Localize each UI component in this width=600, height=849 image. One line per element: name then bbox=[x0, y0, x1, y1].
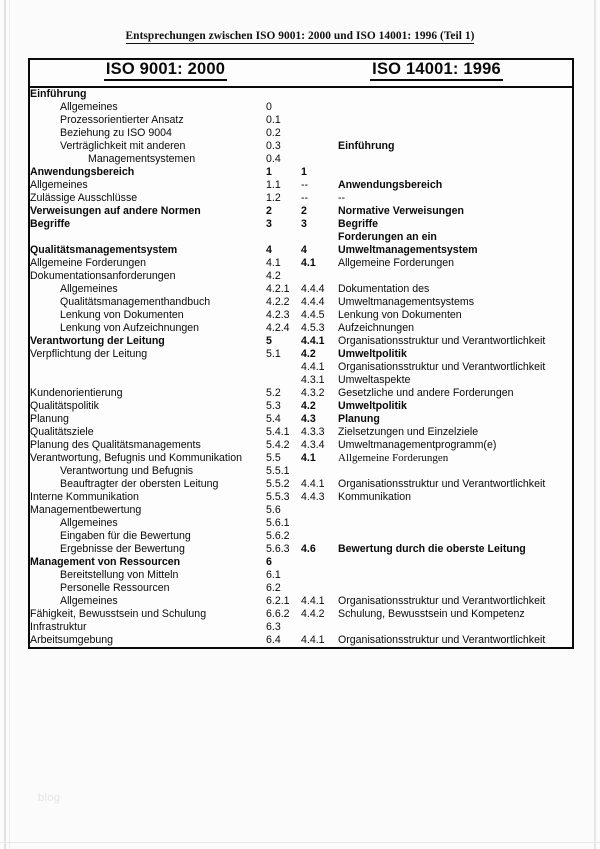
cell-iso9001-label: Planung bbox=[30, 413, 69, 425]
cell-iso14001-label: Planung bbox=[338, 413, 380, 425]
table-row bbox=[29, 296, 573, 309]
cell-iso9001-clause: 5.6.2 bbox=[266, 530, 290, 542]
cell-iso9001-clause: 1 bbox=[266, 166, 272, 178]
cell-iso14001-label: Lenkung von Dokumenten bbox=[338, 309, 462, 321]
cell-iso9001-clause: 6.4 bbox=[266, 634, 281, 646]
cell-iso14001-label bbox=[338, 101, 573, 114]
table-row bbox=[29, 387, 573, 400]
cell-iso9001-label: Personelle Ressourcen bbox=[60, 582, 170, 594]
cell-iso9001-label: Bereitstellung von Mitteln bbox=[60, 569, 179, 581]
cell-iso14001-label bbox=[338, 556, 573, 569]
cell-iso9001-label: Allgemeines bbox=[30, 179, 88, 191]
cell-iso9001-label: Allgemeines bbox=[60, 101, 118, 113]
page-title-text: Entsprechungen zwischen ISO 9001: 2000 und ISO 14001: 1996 (Teil 1) bbox=[125, 30, 475, 42]
table-row bbox=[29, 582, 573, 595]
cell-iso9001-clause: 5.2 bbox=[266, 387, 281, 399]
table-row bbox=[29, 426, 573, 439]
table-row bbox=[29, 374, 573, 387]
cell-iso9001-label: Verantwortung, Befugnis und Kommunikation bbox=[30, 452, 243, 464]
cell-iso9001-label: Interne Kommunikation bbox=[30, 491, 139, 503]
table-row bbox=[29, 439, 573, 452]
table-row bbox=[29, 309, 573, 322]
cell-iso9001-label: Verweisungen auf andere Normen bbox=[30, 205, 201, 217]
cell-iso9001-clause: 6.2.1 bbox=[266, 595, 290, 607]
table-row bbox=[29, 270, 573, 283]
cell-iso14001-clause: 4.4.4 bbox=[301, 283, 325, 295]
scan-edge-left bbox=[4, 0, 6, 849]
cell-iso9001-label: Dokumentationsanforderungen bbox=[30, 270, 176, 282]
cell-iso14001-label bbox=[338, 87, 573, 101]
cell-iso14001-label: Anwendungsbereich bbox=[338, 179, 443, 191]
table-row bbox=[29, 244, 573, 257]
cell-iso9001-clause: 0 bbox=[266, 101, 272, 113]
cell-iso9001-clause: 5.3 bbox=[266, 400, 281, 412]
cell-iso14001-clause bbox=[301, 114, 338, 127]
cell-iso14001-label bbox=[338, 153, 573, 166]
cell-iso9001-label: Allgemeines bbox=[60, 283, 118, 295]
cell-iso9001-clause: 5.4.1 bbox=[266, 426, 290, 438]
cell-iso14001-clause bbox=[301, 465, 338, 478]
cell-iso14001-label: Organisationsstruktur und Verantwortlichkeit bbox=[338, 335, 546, 347]
table-row bbox=[29, 595, 573, 608]
cell-iso14001-clause: 4.1 bbox=[301, 257, 316, 269]
cell-iso9001-label: Zulässige Ausschlüsse bbox=[30, 192, 138, 204]
cell-iso14001-clause: 4.4.1 bbox=[301, 634, 325, 646]
cell-iso14001-label bbox=[338, 504, 573, 517]
cell-iso9001-clause: 4.2.4 bbox=[266, 322, 290, 334]
table-header-row bbox=[29, 59, 573, 87]
cell-iso14001-label bbox=[338, 517, 573, 530]
cell-iso9001-clause: 4.2.3 bbox=[266, 309, 290, 321]
cell-iso9001-label: Verantwortung der Leitung bbox=[30, 335, 165, 347]
cell-iso9001-clause: 4.2 bbox=[266, 270, 281, 282]
cell-iso9001-label: Lenkung von Dokumenten bbox=[60, 309, 184, 321]
cell-iso14001-clause: 4.2 bbox=[301, 348, 316, 360]
cell-iso9001-clause bbox=[266, 361, 301, 374]
cell-iso9001-label: Allgemeine Forderungen bbox=[30, 257, 147, 269]
scan-edge-right bbox=[594, 0, 596, 849]
cell-iso9001-clause: 5.5 bbox=[266, 452, 281, 464]
cell-iso14001-clause: 4.1 bbox=[301, 452, 316, 464]
cell-iso9001-label: Eingaben für die Bewertung bbox=[60, 530, 191, 542]
page-title bbox=[0, 30, 600, 42]
cell-iso9001-label: Verpflichtung der Leitung bbox=[30, 348, 148, 360]
cell-iso14001-label bbox=[338, 530, 573, 543]
table-row bbox=[29, 400, 573, 413]
cell-iso14001-clause bbox=[301, 530, 338, 543]
cell-iso9001-label: Verantwortung und Befugnis bbox=[60, 465, 194, 477]
cell-iso9001-label: Management von Ressourcen bbox=[30, 556, 181, 568]
cell-iso9001-label: Kundenorientierung bbox=[30, 387, 123, 399]
cell-iso9001-label: Managementbewertung bbox=[30, 504, 142, 516]
cell-iso14001-label: Dokumentation des bbox=[338, 283, 430, 295]
cell-iso14001-label: Allgemeine Forderungen bbox=[338, 257, 455, 269]
cell-iso14001-clause: 4.3.4 bbox=[301, 439, 325, 451]
cell-iso9001-clause: 5.5.1 bbox=[266, 465, 290, 477]
cell-iso14001-clause: 4.3 bbox=[301, 413, 316, 425]
cell-iso14001-label: Aufzeichnungen bbox=[338, 322, 414, 334]
table-row bbox=[29, 413, 573, 426]
cell-iso14001-label: Begriffe bbox=[338, 218, 379, 230]
cell-iso14001-clause: 4.3.1 bbox=[301, 374, 325, 386]
cell-iso14001-label: Allgemeine Forderungen bbox=[338, 452, 449, 464]
table-row bbox=[29, 127, 573, 140]
cell-iso9001-clause: 0.4 bbox=[266, 153, 281, 165]
column-header-iso9001 bbox=[29, 59, 301, 87]
cell-iso14001-label: Organisationsstruktur und Verantwortlichkeit bbox=[338, 478, 546, 490]
cell-iso14001-clause: 4.4.2 bbox=[301, 608, 325, 620]
cell-iso9001-label: Beziehung zu ISO 9004 bbox=[60, 127, 172, 139]
column-header-iso9001-label: ISO 9001: 2000 bbox=[104, 60, 227, 81]
cell-iso9001-clause: 1.2 bbox=[266, 192, 281, 204]
cell-iso9001-clause: 0.2 bbox=[266, 127, 281, 139]
cell-iso14001-clause bbox=[301, 153, 338, 166]
cell-iso9001-clause: 5.5.3 bbox=[266, 491, 290, 503]
cell-iso14001-label: Organisationsstruktur und Verantwortlichkeit bbox=[338, 634, 546, 646]
cell-iso14001-label: -- bbox=[338, 192, 346, 204]
cell-iso14001-label: Umweltmanagementsystems bbox=[338, 296, 474, 308]
cell-iso14001-label: Umweltmanagementsystem bbox=[338, 244, 478, 256]
cell-iso9001-label: Anwendungsbereich bbox=[30, 166, 135, 178]
cell-iso14001-clause: 4.4.1 bbox=[301, 478, 325, 490]
cell-iso14001-clause: 1 bbox=[301, 166, 307, 178]
cell-iso9001-label bbox=[29, 374, 266, 387]
cell-iso9001-clause: 5.6.1 bbox=[266, 517, 290, 529]
cell-iso14001-clause: 4.2 bbox=[301, 400, 316, 412]
cell-iso14001-clause bbox=[301, 556, 338, 569]
table-row bbox=[29, 322, 573, 335]
cell-iso14001-clause: 4.4.3 bbox=[301, 491, 325, 503]
cell-iso14001-label: Normative Verweisungen bbox=[338, 205, 464, 217]
cell-iso14001-clause bbox=[301, 621, 338, 634]
cell-iso9001-label: Begriffe bbox=[30, 218, 71, 230]
cell-iso14001-label: Umweltmanagementprogramm(e) bbox=[338, 439, 497, 451]
cell-iso9001-clause: 5.4.2 bbox=[266, 439, 290, 451]
table-row bbox=[29, 140, 573, 153]
cell-iso14001-clause: 4.3.3 bbox=[301, 426, 325, 438]
cell-iso9001-label bbox=[29, 231, 266, 244]
cell-iso9001-clause: 6.3 bbox=[266, 621, 281, 633]
cell-iso14001-label: Zielsetzungen und Einzelziele bbox=[338, 426, 479, 438]
cell-iso9001-clause: 3 bbox=[266, 218, 272, 230]
cell-iso14001-clause: 4 bbox=[301, 244, 307, 256]
cell-iso14001-clause bbox=[301, 101, 338, 114]
table-row bbox=[29, 478, 573, 491]
cell-iso14001-clause: -- bbox=[301, 192, 309, 204]
cell-iso9001-label bbox=[29, 361, 266, 374]
cell-iso14001-clause: 3 bbox=[301, 218, 307, 230]
cell-iso14001-clause bbox=[301, 504, 338, 517]
cell-iso9001-label: Allgemeines bbox=[60, 595, 118, 607]
scan-edge-bottom bbox=[0, 842, 600, 843]
table-row bbox=[29, 166, 573, 179]
table-row bbox=[29, 491, 573, 504]
table-row bbox=[29, 608, 573, 621]
table-row bbox=[29, 517, 573, 530]
cell-iso9001-label: Verträglichkeit mit anderen bbox=[60, 140, 186, 152]
table-row bbox=[29, 543, 573, 556]
cell-iso9001-clause: 4.2.1 bbox=[266, 283, 290, 295]
cell-iso9001-label: Ergebnisse der Bewertung bbox=[60, 543, 185, 555]
cell-iso14001-clause bbox=[301, 582, 338, 595]
cell-iso14001-clause: 4.4.1 bbox=[301, 361, 325, 373]
cell-iso9001-label: Beauftragter der obersten Leitung bbox=[60, 478, 219, 490]
column-header-iso14001-label: ISO 14001: 1996 bbox=[370, 60, 503, 81]
cell-iso9001-clause: 0.3 bbox=[266, 140, 281, 152]
table-row bbox=[29, 361, 573, 374]
cell-iso14001-clause: 4.4.5 bbox=[301, 309, 325, 321]
table-row bbox=[29, 504, 573, 517]
table-row bbox=[29, 192, 573, 205]
table-row bbox=[29, 465, 573, 478]
cell-iso14001-label bbox=[338, 465, 573, 478]
table-row bbox=[29, 634, 573, 648]
cell-iso14001-label: Gesetzliche und andere Forderungen bbox=[338, 387, 514, 399]
table-row bbox=[29, 335, 573, 348]
cell-iso9001-clause: 5.6.3 bbox=[266, 543, 290, 555]
table-row bbox=[29, 205, 573, 218]
table-row bbox=[29, 452, 573, 465]
cell-iso14001-label: Organisationsstruktur und Verantwortlichkeit bbox=[338, 595, 546, 607]
cell-iso14001-clause: 2 bbox=[301, 205, 307, 217]
cell-iso9001-clause: 6.1 bbox=[266, 569, 281, 581]
cell-iso9001-clause: 5.5.2 bbox=[266, 478, 290, 490]
cell-iso14001-label: Forderungen an ein bbox=[338, 231, 437, 243]
watermark: blog bbox=[38, 792, 61, 804]
cell-iso9001-clause: 5.6 bbox=[266, 504, 281, 516]
cell-iso14001-clause bbox=[301, 517, 338, 530]
cell-iso9001-label: Fähigkeit, Bewusstsein und Schulung bbox=[30, 608, 207, 620]
cell-iso9001-clause: 4 bbox=[266, 244, 272, 256]
cell-iso14001-label: Organisationsstruktur und Verantwortlichkeit bbox=[338, 361, 546, 373]
cell-iso14001-label: Umweltpolitik bbox=[338, 348, 407, 360]
cell-iso9001-clause: 4.1 bbox=[266, 257, 281, 269]
cell-iso14001-label: Umweltpolitik bbox=[338, 400, 407, 412]
cell-iso9001-clause bbox=[266, 231, 301, 244]
cell-iso14001-label bbox=[338, 270, 573, 283]
cell-iso9001-label: Infrastruktur bbox=[30, 621, 87, 633]
table-row bbox=[29, 87, 573, 101]
cell-iso14001-label bbox=[338, 127, 573, 140]
cell-iso9001-label: Qualitätsziele bbox=[30, 426, 94, 438]
cell-iso9001-label: Planung des Qualitätsmanagements bbox=[30, 439, 201, 451]
cell-iso9001-clause: 5.1 bbox=[266, 348, 281, 360]
cell-iso9001-label: Einführung bbox=[30, 88, 87, 100]
cell-iso14001-label bbox=[338, 114, 573, 127]
table-row bbox=[29, 556, 573, 569]
cell-iso9001-clause: 2 bbox=[266, 205, 272, 217]
cell-iso14001-label bbox=[338, 569, 573, 582]
column-header-iso14001 bbox=[301, 59, 573, 87]
cell-iso9001-clause: 5 bbox=[266, 335, 272, 347]
cell-iso14001-clause: 4.5.3 bbox=[301, 322, 325, 334]
cell-iso14001-clause bbox=[301, 270, 338, 283]
cell-iso9001-clause: 6.6.2 bbox=[266, 608, 290, 620]
cell-iso9001-clause: 1.1 bbox=[266, 179, 281, 191]
cell-iso9001-clause bbox=[266, 87, 301, 101]
cell-iso9001-clause: 6.2 bbox=[266, 582, 281, 594]
cell-iso14001-label: Bewertung durch die oberste Leitung bbox=[338, 543, 526, 555]
table-row bbox=[29, 218, 573, 231]
cell-iso9001-clause: 5.4 bbox=[266, 413, 281, 425]
cell-iso9001-label: Allgemeines bbox=[60, 517, 118, 529]
cell-iso14001-label: Schulung, Bewusstsein und Kompetenz bbox=[338, 608, 525, 620]
cell-iso9001-clause bbox=[266, 374, 301, 387]
cell-iso14001-clause: 4.4.1 bbox=[301, 335, 325, 347]
cell-iso9001-label: Lenkung von Aufzeichnungen bbox=[60, 322, 200, 334]
cell-iso14001-clause: -- bbox=[301, 179, 309, 191]
table-row bbox=[29, 530, 573, 543]
table-row bbox=[29, 179, 573, 192]
cell-iso14001-label bbox=[338, 582, 573, 595]
cell-iso14001-clause bbox=[301, 140, 338, 153]
table-row bbox=[29, 283, 573, 296]
table-body bbox=[29, 87, 573, 648]
cell-iso9001-label: Prozessorientierter Ansatz bbox=[60, 114, 184, 126]
table-row bbox=[29, 257, 573, 270]
cell-iso14001-clause bbox=[301, 87, 338, 101]
table-row bbox=[29, 114, 573, 127]
cell-iso9001-clause: 4.2.2 bbox=[266, 296, 290, 308]
table-row bbox=[29, 621, 573, 634]
table-row bbox=[29, 101, 573, 114]
cell-iso9001-clause: 0.1 bbox=[266, 114, 281, 126]
table-row bbox=[29, 569, 573, 582]
cell-iso9001-label: Managementsystemen bbox=[88, 153, 196, 165]
cell-iso14001-clause: 4.6 bbox=[301, 543, 316, 555]
cell-iso9001-label: Qualitätsmanagementsystem bbox=[30, 244, 178, 256]
cell-iso14001-clause: 4.4.4 bbox=[301, 296, 325, 308]
cell-iso14001-clause bbox=[301, 231, 338, 244]
table-row bbox=[29, 231, 573, 244]
cell-iso9001-label: Arbeitsumgebung bbox=[30, 634, 114, 646]
cell-iso14001-label: Kommunikation bbox=[338, 491, 412, 503]
table-row bbox=[29, 153, 573, 166]
cell-iso14001-clause: 4.3.2 bbox=[301, 387, 325, 399]
cell-iso14001-label bbox=[338, 166, 573, 179]
cell-iso9001-clause: 6 bbox=[266, 556, 272, 568]
table-row bbox=[29, 348, 573, 361]
cell-iso14001-clause bbox=[301, 569, 338, 582]
cell-iso14001-label: Einführung bbox=[338, 140, 395, 152]
scan-edge-left-secondary bbox=[9, 0, 10, 849]
iso-correspondence-table bbox=[28, 58, 574, 649]
cell-iso14001-clause: 4.4.1 bbox=[301, 595, 325, 607]
cell-iso14001-label: Umweltaspekte bbox=[338, 374, 411, 386]
cell-iso9001-label: Qualitätspolitik bbox=[30, 400, 99, 412]
cell-iso9001-label: Qualitätsmanagementhandbuch bbox=[60, 296, 211, 308]
cell-iso14001-clause bbox=[301, 127, 338, 140]
cell-iso14001-label bbox=[338, 621, 573, 634]
